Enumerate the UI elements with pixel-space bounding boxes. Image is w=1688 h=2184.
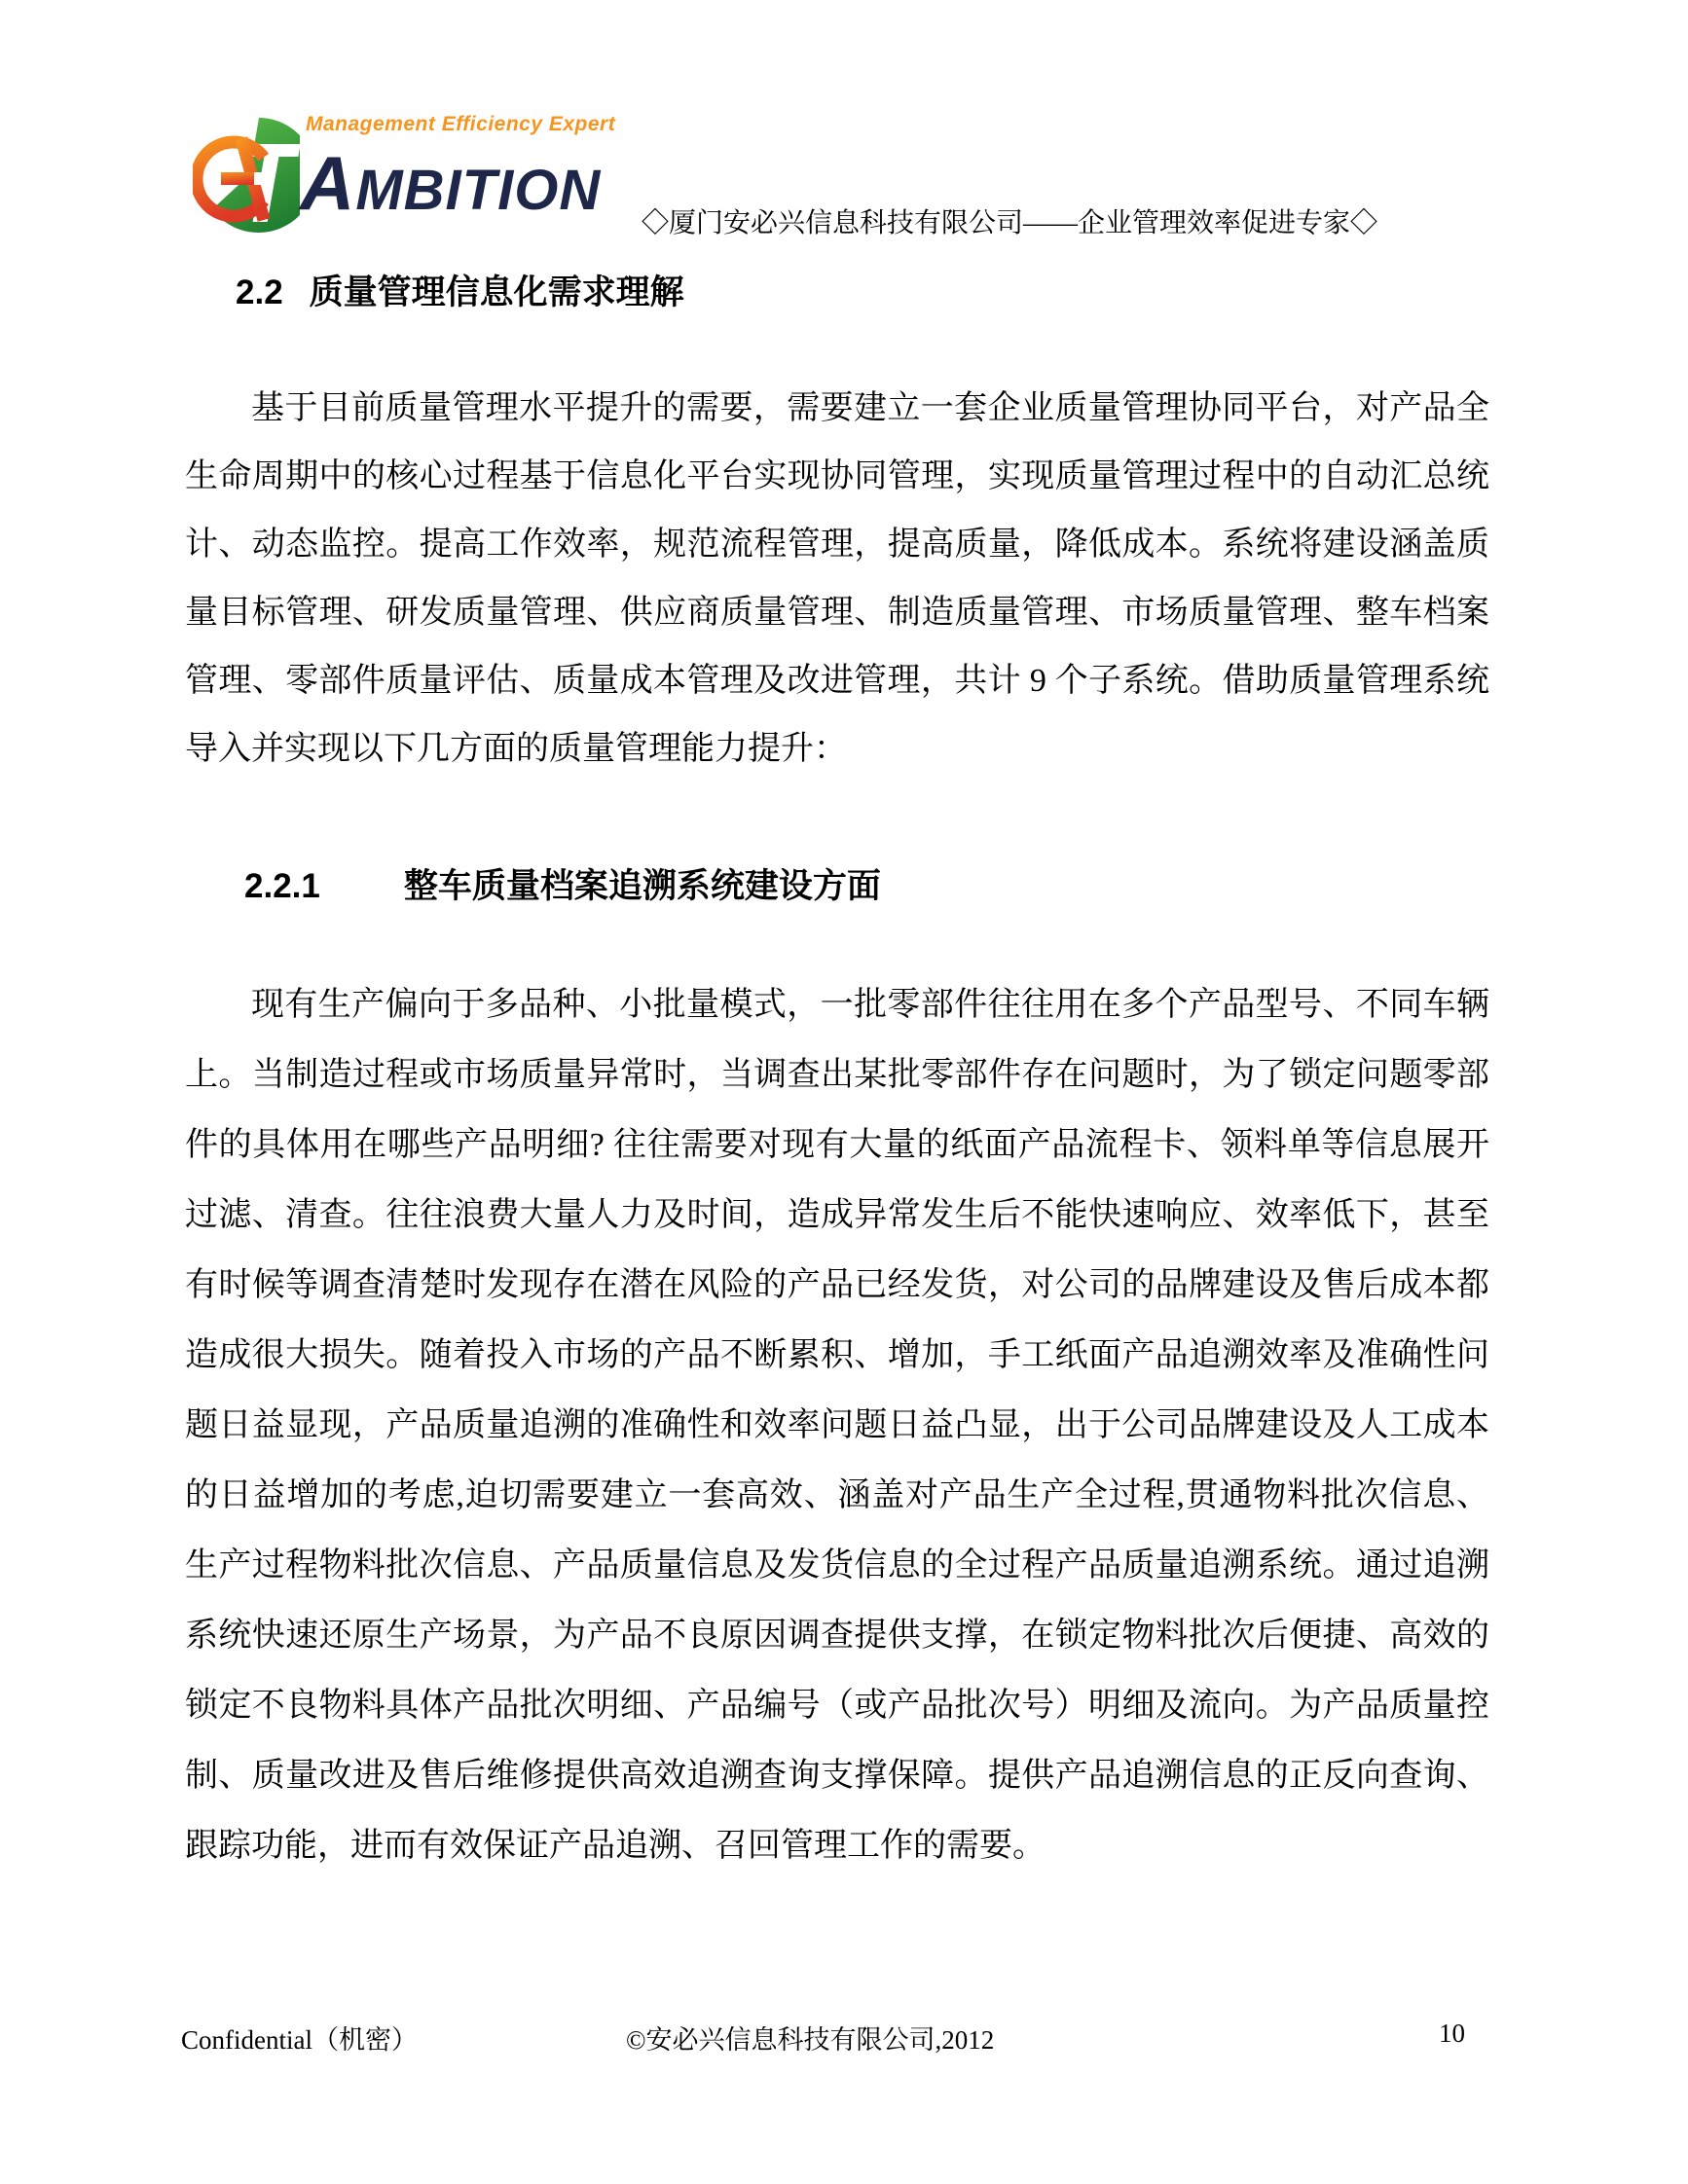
- page-number: 10: [1439, 2019, 1465, 2048]
- ambition-logo-icon: [193, 115, 300, 239]
- section-heading: [236, 273, 684, 312]
- header-company-line: ◇厦门安必兴信息科技有限公司——企业管理效率促进专家◇: [642, 208, 1378, 238]
- section-number: 2.2: [236, 273, 283, 311]
- paragraph-traceability: 现有生产偏向于多品种、小批量模式，一批零部件往往用在多个产品型号、不同车辆上。当制造过程或市场质量异常时，当调查出某批零部件存在问题时，为了锁定问题零部件的具体用在哪些产品明细? 往往需要对现有大量的纸面产品流程卡、领料单等信息展开过滤、清查。往往浪费大量人力及时间，造成异常发生后不能快速响应、效率低下，甚至有时候等调查清楚时发现存在潜在风险的产品已经发货，对公司的品牌建设及售后成本都造成很大损失。随着投入市场的产品不断累积、增加，手工纸面产品追溯效率及准确性问题日益显现，产品质量追溯的准确性和效率问题日益凸显，出于公司品牌建设及人工成本的日益增加的考虑,迫切需要建立一套高效、涵盖对产品生产全过程,贯通物料批次信息、生产过程物料批次信息、产品质量信息及发货信息的全过程产品质量追溯系统。通过追溯系统快速还原生产场景，为产品不良原因调查提供支撑，在锁定物料批次后便捷、高效的锁定不良物料具体产品批次明细、产品编号（或产品批次号）明细及流向。为产品质量控制、质量改进及售后维修提供高效追溯查询支撑保障。提供产品追溯信息的正反向查询、跟踪功能，进而有效保证产品追溯、召回管理工作的需要。: [185, 987, 1489, 1864]
- copyright-text: ©安必兴信息科技有限公司,2012: [626, 2025, 995, 2055]
- section-title: 质量管理信息化需求理解: [309, 273, 684, 311]
- confidential-label: Confidential（机密）: [181, 2025, 418, 2055]
- logo-brand-text: AMBITION: [300, 140, 602, 226]
- logo-tagline: Management Efficiency Expert: [306, 113, 616, 135]
- paragraph-quality-platform: 基于目前质量管理水平提升的需要，需要建立一套企业质量管理协同平台，对产品全生命周期中的核心过程基于信息化平台实现协同管理，实现质量管理过程中的自动汇总统计、动态监控。提高工作效率，规范流程管理，提高质量，降低成本。系统将建设涵盖质量目标管理、研发质量管理、供应商质量管理、制造质量管理、市场质量管理、整车档案管理、零部件质量评估、质量成本管理及改进管理，共计 9 个子系统。借助质量管理系统导入并实现以下几方面的质量管理能力提升：: [185, 390, 1489, 767]
- subsection-number: 2.2.1: [244, 867, 320, 905]
- subsection-heading: [244, 867, 881, 906]
- subsection-title: 整车质量档案追溯系统建设方面: [403, 867, 881, 905]
